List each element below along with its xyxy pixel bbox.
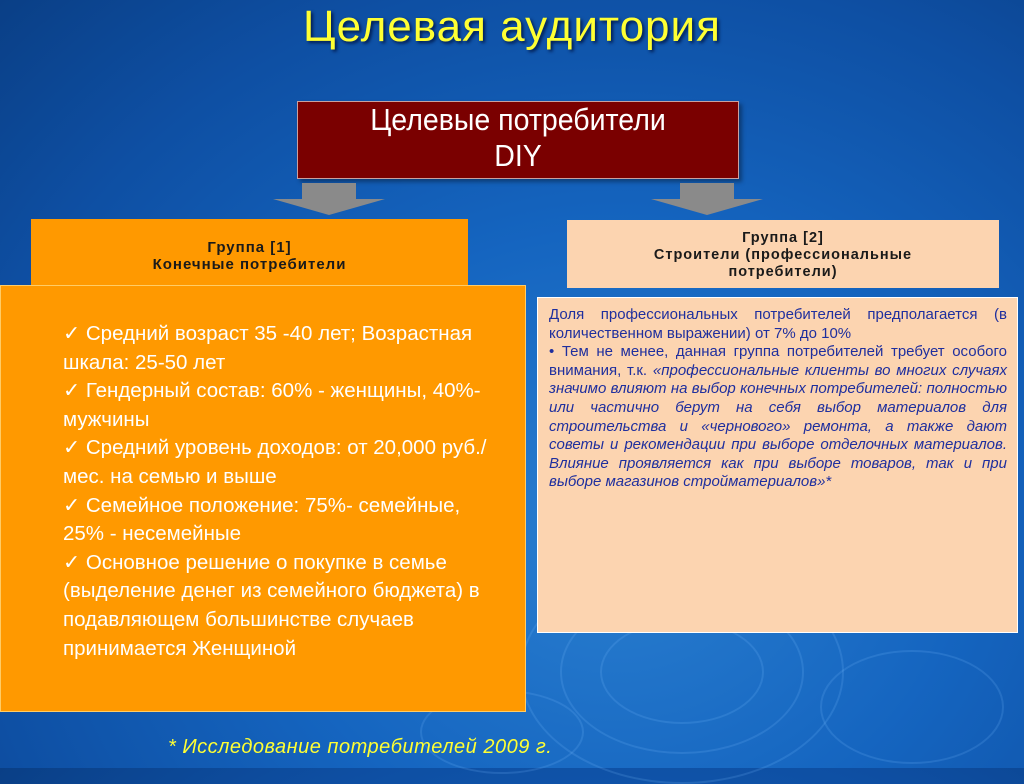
group1-item-gender: ✓ Гендерный состав: 60% - женщины, 40%-мужчины [63, 377, 497, 434]
background-ripple [600, 620, 764, 724]
group1-item-income: ✓ Средний уровень доходов: от 20,000 руб./мес. на семью и выше [63, 434, 497, 491]
group1-header [31, 219, 468, 285]
source-footnote: * Исследование потребителей 2009 г. [168, 736, 553, 758]
slide-title: Целевая аудитория [303, 2, 721, 51]
group2-header-line2: Строители (профессиональные [653, 247, 913, 263]
group2-header-line1: Группа [2] [742, 230, 824, 246]
group1-item-family: ✓ Семейное положение: 75%- семейные, 25% - несемейные [63, 492, 497, 549]
group1-item-decision: ✓ Основное решение о покупке в семье (выделение денег из семейного бюджета) в подавляющем большинстве случаев принимается Женщиной [63, 549, 497, 663]
group1-details [0, 285, 526, 712]
group2-paragraph-quote: «профессиональные клиенты во многих случаях значимо влияют на выбор конечных потребителей: полностью или частично берут на себя выбор материалов для строительства и «чернового» ремонта, а также дают советы и рекомендации при выборе отделочных материалов. Влияние проявляется как при выборе товаров, так и при выборе магазинов стройматериалов»* [549, 361, 1008, 491]
group2-header-line3: потребители) [728, 264, 838, 280]
group2-paragraph-lead: • Тем не менее, данная группа потребителей требует особого внимания, т.к. [549, 343, 1007, 379]
group2-details [537, 297, 1018, 633]
group2-paragraph-share: Доля профессиональных потребителей предполагается (в количественном выражении) от 7% до 10% [549, 306, 1007, 342]
group2-header [567, 220, 999, 288]
diy-box-line2: DIY [494, 138, 542, 173]
target-consumers-diy-box [297, 101, 739, 179]
group1-header-line1: Группа [1] [207, 239, 292, 256]
background-ripple [820, 650, 1004, 764]
group1-header-line2: Конечные потребители [152, 256, 347, 273]
group1-item-age: ✓ Средний возраст 35 -40 лет; Возрастная шкала: 25-50 лет [63, 320, 497, 377]
diy-box-line1: Целевые потребители [370, 102, 666, 137]
group2-paragraph-influence [549, 343, 1007, 492]
